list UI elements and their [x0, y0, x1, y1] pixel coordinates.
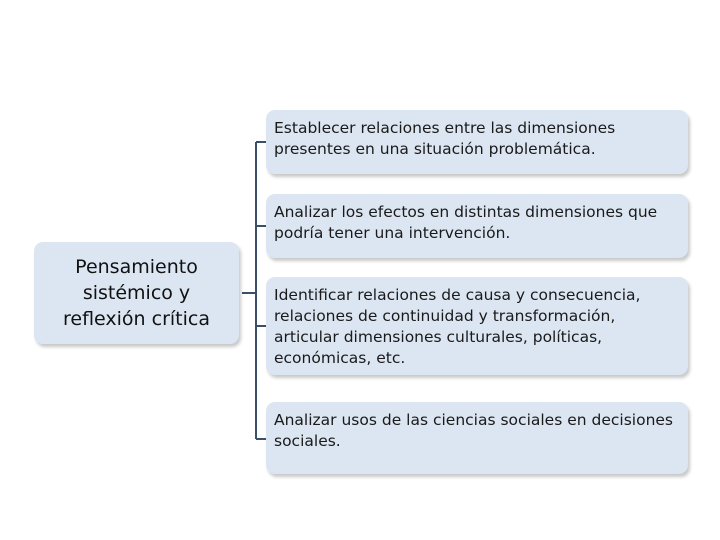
child-text-4: Analizar usos de las ciencias sociales en decisiones sociales.: [274, 411, 674, 450]
child-node-2: [266, 194, 688, 258]
root-label: Pensamiento sistémico y reflexión crítica: [63, 256, 210, 330]
child-node-4: [266, 402, 688, 474]
child-node-3: [266, 277, 688, 375]
child-text-2: Analizar los efectos en distintas dimensiones que podría tener una intervención.: [274, 203, 658, 242]
child-node-1: [266, 110, 688, 174]
root-node: [34, 242, 239, 344]
child-text-1: Establecer relaciones entre las dimensiones presentes en una situación problemática.: [274, 119, 616, 158]
child-text-3: Identificar relaciones de causa y consecuencia, relaciones de continuidad y transformación, articular dimensiones culturales, políticas, económicas, etc.: [274, 286, 641, 367]
